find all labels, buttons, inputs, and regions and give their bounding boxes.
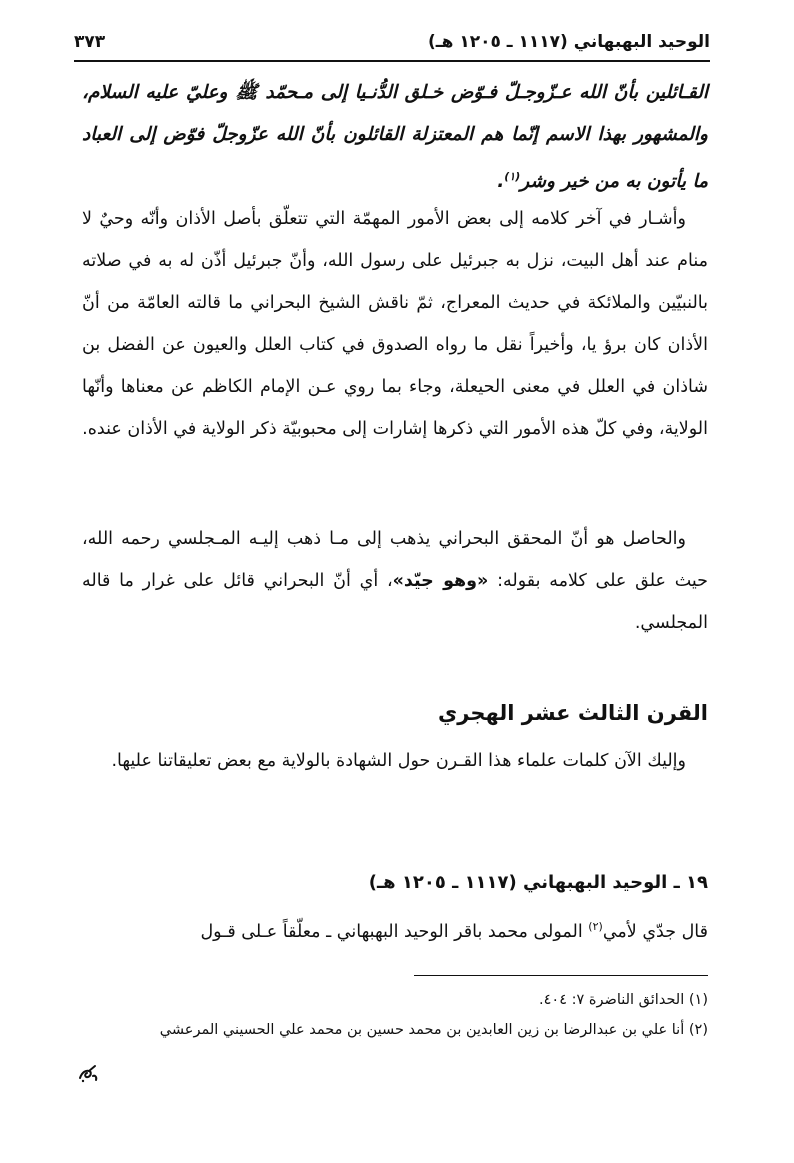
page-number: ٣٧٣ <box>74 32 106 52</box>
paragraph-2-part2: ، أي أنّ البحراني قائل على غرار ما قاله المجلسي. <box>82 571 708 633</box>
paragraph-2-part1: والحاصل هو أنّ المحقق البحراني يذهب إلى مـا ذهب إليـه المـجلسي رحمه الله، حيث علق على كلامه بقوله: <box>82 529 708 591</box>
paragraph-4-part1: قال جدّي لأمي <box>602 921 708 942</box>
quote-end: . <box>497 171 505 193</box>
footnote-divider <box>414 975 708 976</box>
honorific-seal-icon <box>76 1062 100 1084</box>
entry-heading: ١٩ ـ الوحيد البهبهاني (١١١٧ ـ ١٢٠٥ هـ) <box>368 872 708 893</box>
footnote-2: (٢) أنا علي بن عبدالرضا بن زين العابدين بن محمد حسين بن محمد علي الحسيني المرعشي <box>159 1022 708 1038</box>
paragraph-1: وأشـار في آخر كلامه إلى بعض الأمور المهمّة التي تتعلّق بأصل الأذان وأنّه وحيٌ لا منام عند أهل البيت، نزل به جبرئيل على رسول الله، وأنّ جبرئيل أذّن له به في صلاته بالنبيّين والملائكة في حديث المعراج، ثمّ ناقش الشيخ البحراني ما قالته العامّة من أنّ الأذان كان برؤ يا، وأخيراً نقل ما رواه الصدوق في كتاب العلل والعيون عن الفضل بن شاذان في العلل في معنى الحيعلة، وجاء بما روي عـن الإمام الكاظم عن معناها وأنّها الولاية، وفي كلّ هذه الأمور التي ذكرها إشارات إلى محبوبيّة ذكر الولاية في الأذان عنده. <box>82 209 708 439</box>
page-header <box>74 30 710 62</box>
paragraph-4-part2: المولى محمد باقر الوحيد البهبهاني ـ معلّقاً عـلى قـول <box>200 921 589 942</box>
footnote-ref-1[interactable]: (١) <box>504 170 521 183</box>
footnote-ref-2[interactable]: (٢) <box>588 920 603 933</box>
quote-paragraph <box>82 72 708 203</box>
footnote-1: (١) الحدائق الناضرة ٧: ٤٠٤. <box>539 992 708 1008</box>
paragraph-2 <box>82 518 708 644</box>
quote-text: القـائلين بأنّ الله عـزّوجـلّ فـوّض خـلق الدُّنـيا إلى مـحمّد ﷺ وعليّ عليه السلام، والمشهور بهذا الاسم إنّما هم المعتزلة القائلون بأنّ الله عزّوجلّ فوّض إلى العباد ما يأتون به من خير وشر <box>82 82 708 193</box>
paragraph-4 <box>82 906 708 953</box>
quoted-phrase: «وهو جيّد» <box>392 571 489 591</box>
running-title: الوحيد البهبهاني (١١١٧ ـ ١٢٠٥ هـ) <box>428 32 710 52</box>
paragraph-3: وإليك الآن كلمات علماء هذا القـرن حول الشهادة بالولاية مع بعض تعليقاتنا عليها. <box>111 751 686 771</box>
section-heading: القرن الثالث عشر الهجري <box>438 701 708 725</box>
